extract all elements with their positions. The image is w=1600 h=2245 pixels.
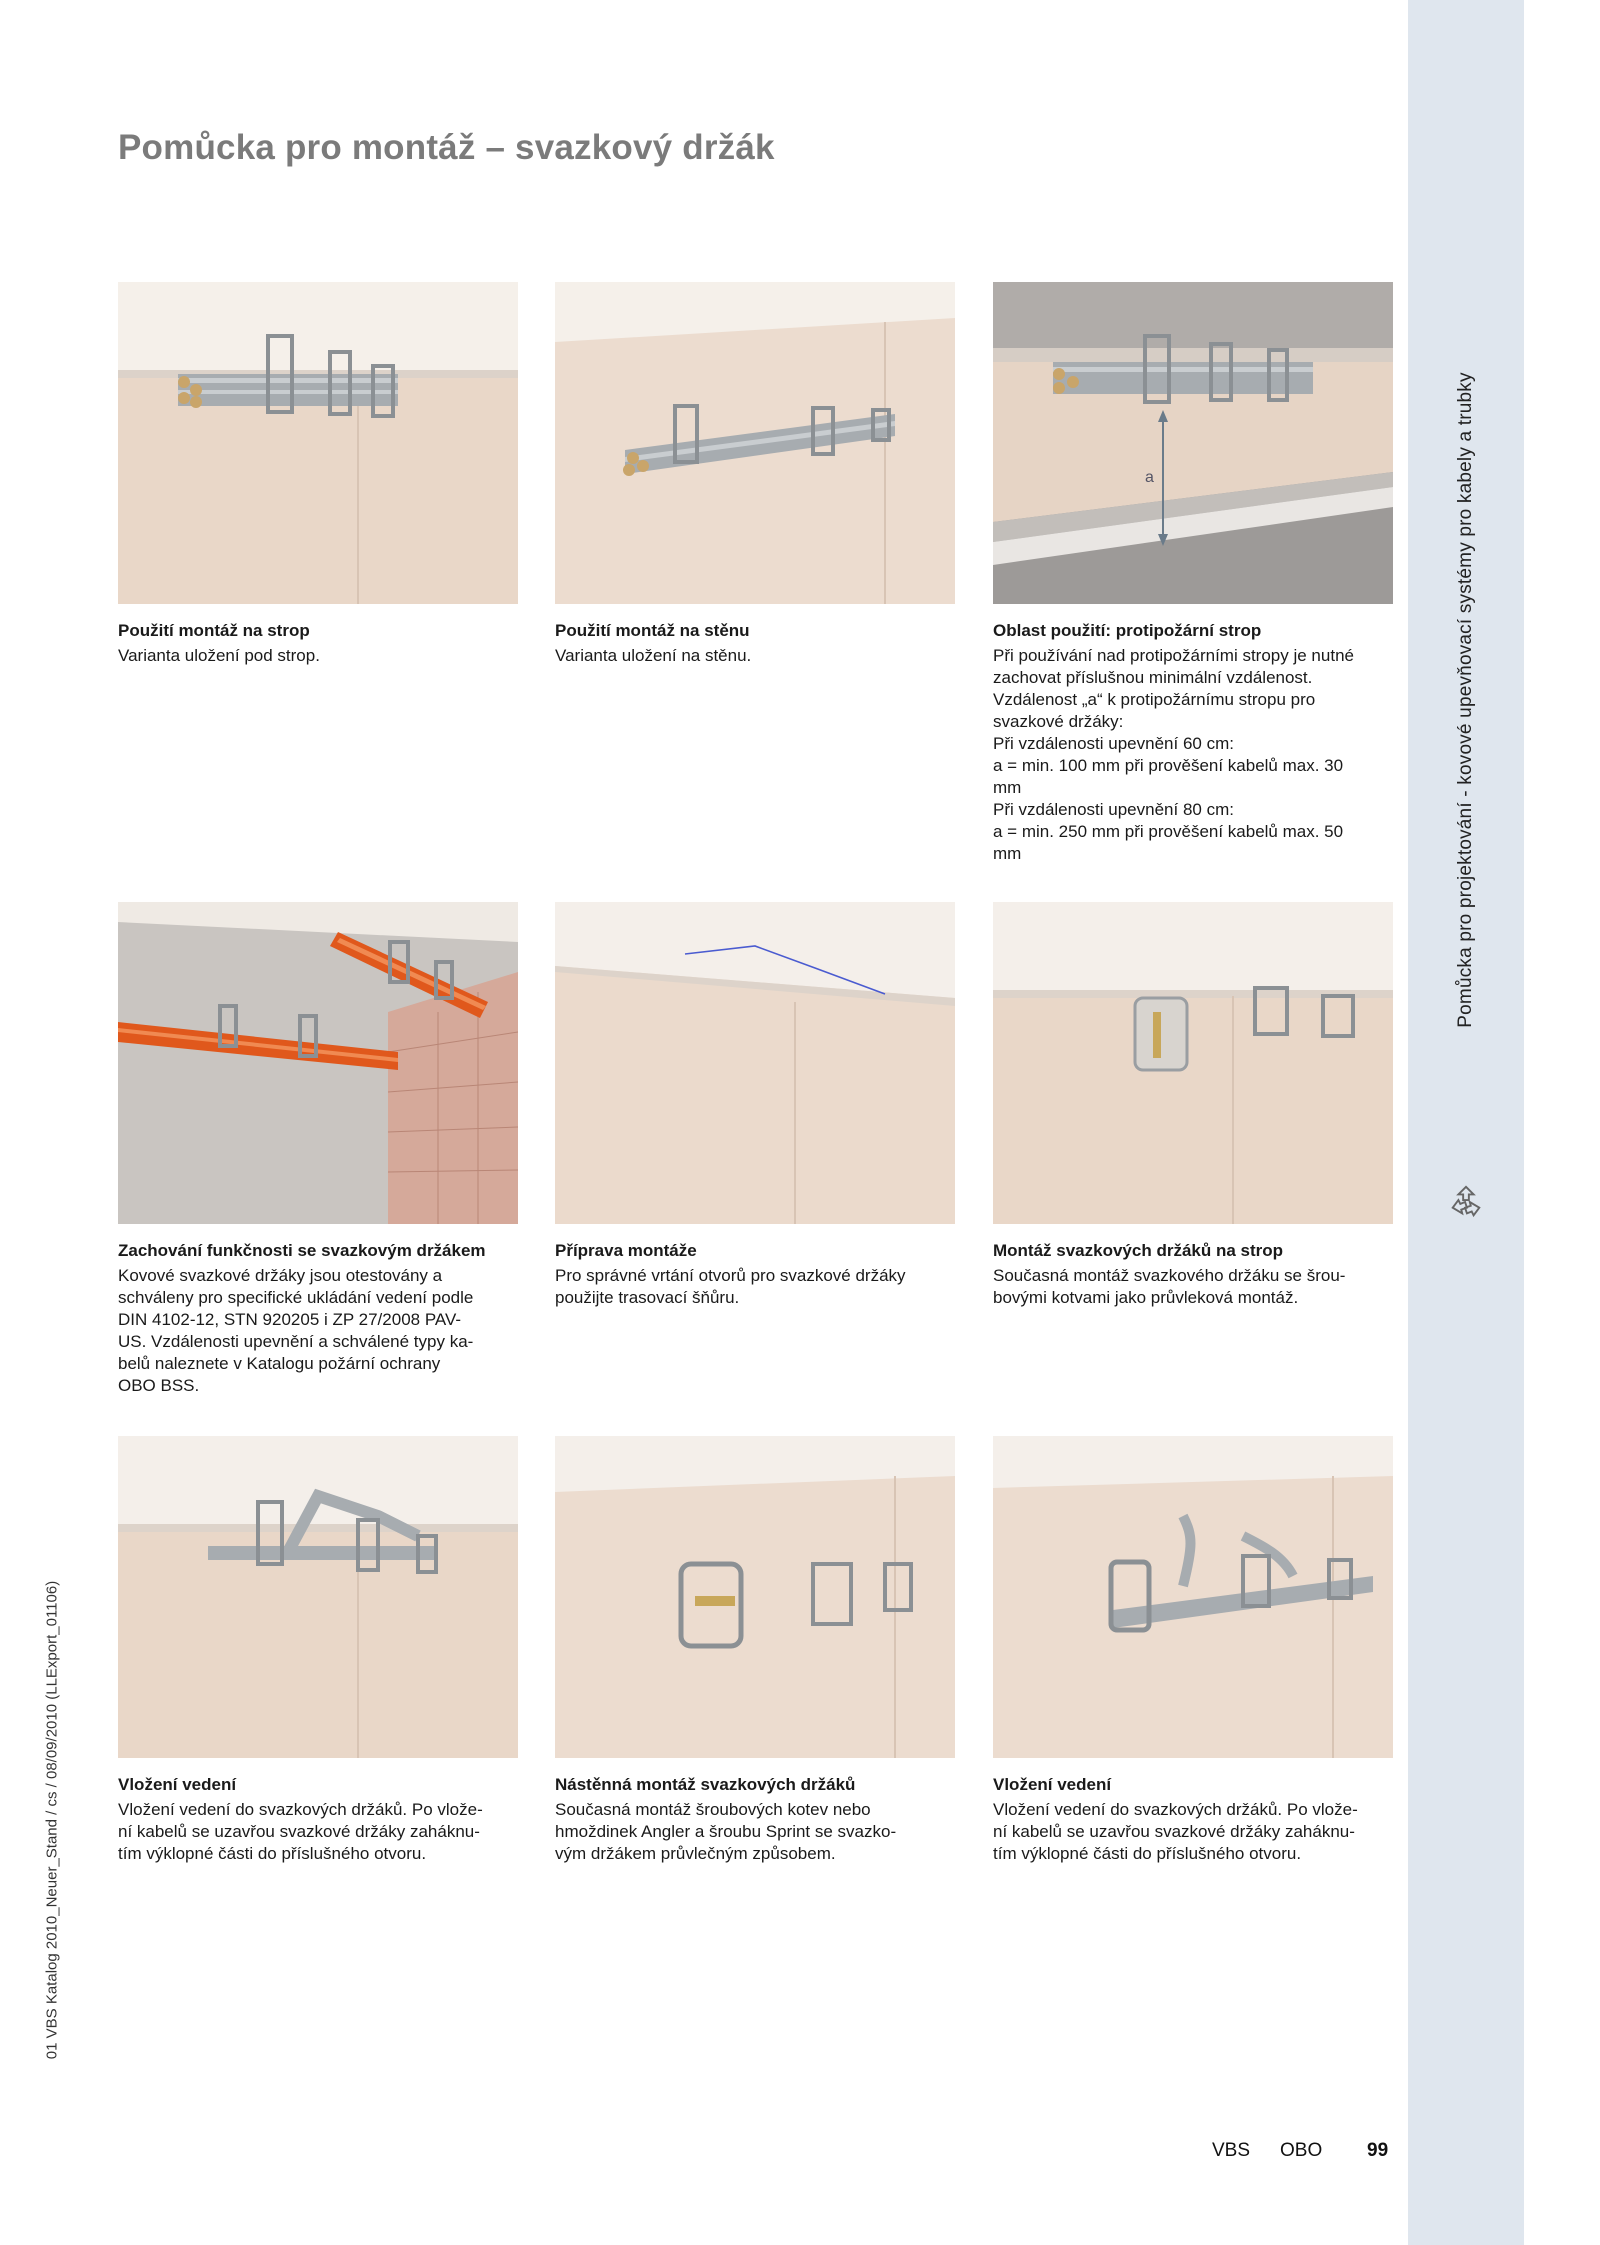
ceiling-holder-photo <box>993 902 1393 1224</box>
caption-title: Oblast použití: protipožární strop <box>993 621 1262 640</box>
footer-section: VBS <box>1212 2140 1251 2161</box>
cell-wall-mount <box>555 282 955 667</box>
caption-title: Montáž svazkových držáků na strop <box>993 1241 1284 1260</box>
cable-insert-wall-photo <box>993 1436 1393 1758</box>
caption-text: Při používání nad protipožárními stropy je nutné zachovat příslušnou minimální vzdálenost. Vzdálenost „a“ k protipožárnímu stropu pro svazkové držáky: Při vzdálenosti upevnění 60 cm: a = min. 100 mm při prověšení kabelů max. 30 mm Při vzdálenosti upevnění 80 cm: a = min. 250 mm při prověšení kabelů max. 50 mm <box>993 646 1354 863</box>
caption-text: Vložení vedení do svazkových držáků. Po vlože- ní kabelů se uzavřou svazkové držáky zaháknu- tím výklopné části do příslušného otvoru. <box>118 1800 483 1863</box>
cell-fire-ceiling <box>993 282 1393 865</box>
caption-title: Vložení vedení <box>118 1775 237 1794</box>
cell-wall-holder <box>555 1436 955 1865</box>
caption-text: Současná montáž svazkového držáku se šrou- bovými kotvami jako průvleková montáž. <box>993 1266 1346 1307</box>
cell-ceiling-mount <box>118 282 518 667</box>
cell-cable-insert-wall <box>993 1436 1393 1865</box>
ceiling-mount-photo <box>118 282 518 604</box>
page-title: Pomůcka pro montáž – svazkový držák <box>118 128 775 167</box>
caption-title: Vložení vedení <box>993 1775 1112 1794</box>
caption-text: Pro správné vrtání otvorů pro svazkové držáky použijte trasovací šňůru. <box>555 1266 906 1307</box>
footer-brand: OBO <box>1280 2140 1323 2161</box>
cell-cable-insert-ceiling <box>118 1436 518 1865</box>
caption-text: Kovové svazkové držáky jsou otestovány a schváleny pro specifické ukládání vedení podle DIN 4102-12, STN 920205 i ZP 27/2008 PAV- US. Vzdálenosti upevnění a schválené typy ka- belů naleznete v Katalogu požární ochrany OBO BSS. <box>118 1266 474 1395</box>
print-meta: 01 VBS Katalog 2010_Neuer_Stand / cs / 08/09/2010 (LLExport_01106) <box>43 1580 61 2060</box>
side-band <box>1408 0 1524 2245</box>
caption-text: Současná montáž šroubových kotev nebo hmoždinek Angler a šroubu Sprint se svazko- vým držákem průvlečným způsobem. <box>555 1800 897 1863</box>
caption-title: Použití montáž na strop <box>118 621 310 640</box>
caption-title: Příprava montáže <box>555 1241 697 1260</box>
page-number: 99 <box>1367 2140 1389 2161</box>
caption-text: Varianta uložení pod strop. <box>118 646 320 665</box>
caption-title: Nástěnná montáž svazkových držáků <box>555 1775 856 1794</box>
wall-mount-photo <box>555 282 955 604</box>
function-retention-photo <box>118 902 518 1224</box>
wall-holder-photo <box>555 1436 955 1758</box>
recycle-logo-icon <box>1447 1183 1485 1221</box>
fire-ceiling-photo <box>993 282 1393 604</box>
caption-text: Vložení vedení do svazkových držáků. Po vlože- ní kabelů se uzavřou svazkové držáky zaháknu- tím výklopné části do příslušného otvoru. <box>993 1800 1358 1863</box>
distance-a-label: a <box>1145 469 1154 486</box>
cell-function-retention <box>118 902 518 1397</box>
side-section-title: Pomůcka pro projektování - kovové upevňovací systémy pro kabely a trubky <box>1455 372 1476 1028</box>
cell-preparation <box>555 902 955 1309</box>
cable-insert-ceiling-photo <box>118 1436 518 1758</box>
caption-title: Zachování funkčnosti se svazkovým držákem <box>118 1241 486 1260</box>
preparation-photo <box>555 902 955 1224</box>
caption-title: Použití montáž na stěnu <box>555 621 750 640</box>
cell-ceiling-holder <box>993 902 1393 1309</box>
caption-text: Varianta uložení na stěnu. <box>555 646 752 665</box>
